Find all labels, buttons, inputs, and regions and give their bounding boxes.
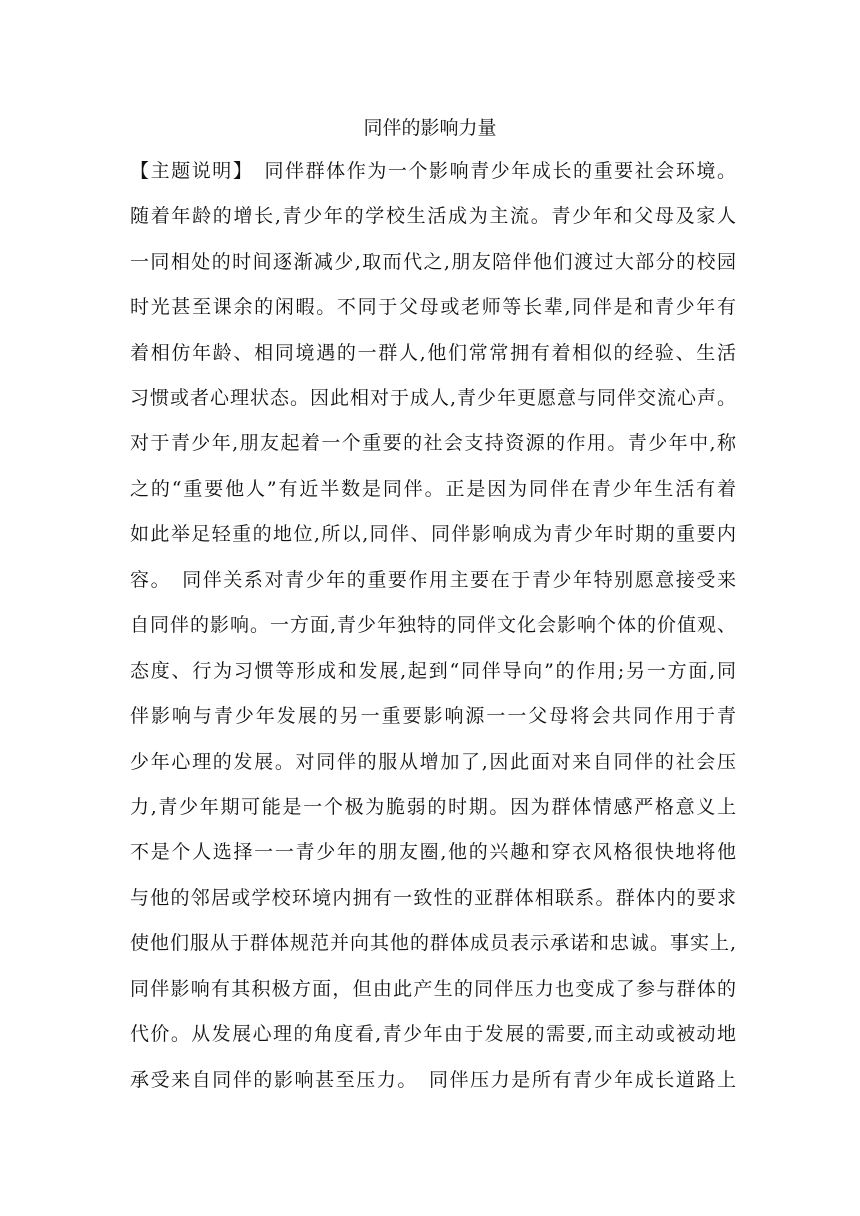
paragraph-line: 使他们服从于群体规范并向其他的群体成员表示承诺和忠诚。事实上, [130,932,736,954]
paragraph-line: 着相仿年龄、相同境遇的一群人,他们常常拥有着相似的经验、生活 [130,342,736,364]
paragraph-line: 之的“重要他人”有近半数是同伴。正是因为同伴在青少年生活有着 [130,478,736,500]
paragraph-line: 随着年龄的增长,青少年的学校生活成为主流。青少年和父母及家人 [130,205,736,227]
paragraph-line: 承受来自同伴的影响甚至压力。 同伴压力是所有青少年成长道路上 [130,1069,736,1091]
paragraph-line: 代价。从发展心理的角度看,青少年由于发展的需要,而主动或被动地 [130,1023,736,1045]
paragraph-line: 容。 同伴关系对青少年的重要作用主要在于青少年特别愿意接受来 [130,569,736,591]
paragraph-line: 不是个人选择一一青少年的朋友圈,他的兴趣和穿衣风格很快地将他 [130,841,736,863]
paragraph-line: 态度、行为习惯等形成和发展,起到“同伴导向”的作用;另一方面,同 [130,660,736,682]
paragraph-line: 自同伴的影响。一方面,青少年独特的同伴文化会影响个体的价值观、 [130,614,736,636]
paragraph-line: 少年心理的发展。对同伴的服从增加了,因此面对来自同伴的社会压 [130,751,736,773]
paragraph-line: 【主题说明】 同伴群体作为一个影响青少年成长的重要社会环境。 [130,160,736,182]
paragraph-line: 时光甚至课余的闲暇。不同于父母或老师等长辈,同伴是和青少年有 [130,296,736,318]
paragraph-line: 对于青少年,朋友起着一个重要的社会支持资源的作用。青少年中,称 [130,432,736,454]
paragraph-line: 习惯或者心理状态。因此相对于成人,青少年更愿意与同伴交流心声。 [130,387,736,409]
paragraph-line: 一同相处的时间逐渐减少,取而代之,朋友陪伴他们渡过大部分的校园 [130,251,736,273]
paragraph-line: 力,青少年期可能是一个极为脆弱的时期。因为群体情感严格意义上 [130,796,736,818]
paragraph-line: 与他的邻居或学校环境内拥有一致性的亚群体相联系。群体内的要求 [130,887,736,909]
paragraph-line: 同伴影响有其积极方面，但由此产生的同伴压力也变成了参与群体的 [130,978,736,1000]
paragraph-line: 伴影响与青少年发展的另一重要影响源一一父母将会共同作用于青 [130,705,736,727]
document-title: 同伴的影响力量 [363,117,497,139]
paragraph-line: 如此举足轻重的地位,所以,同伴、同伴影响成为青少年时期的重要内 [130,523,736,545]
